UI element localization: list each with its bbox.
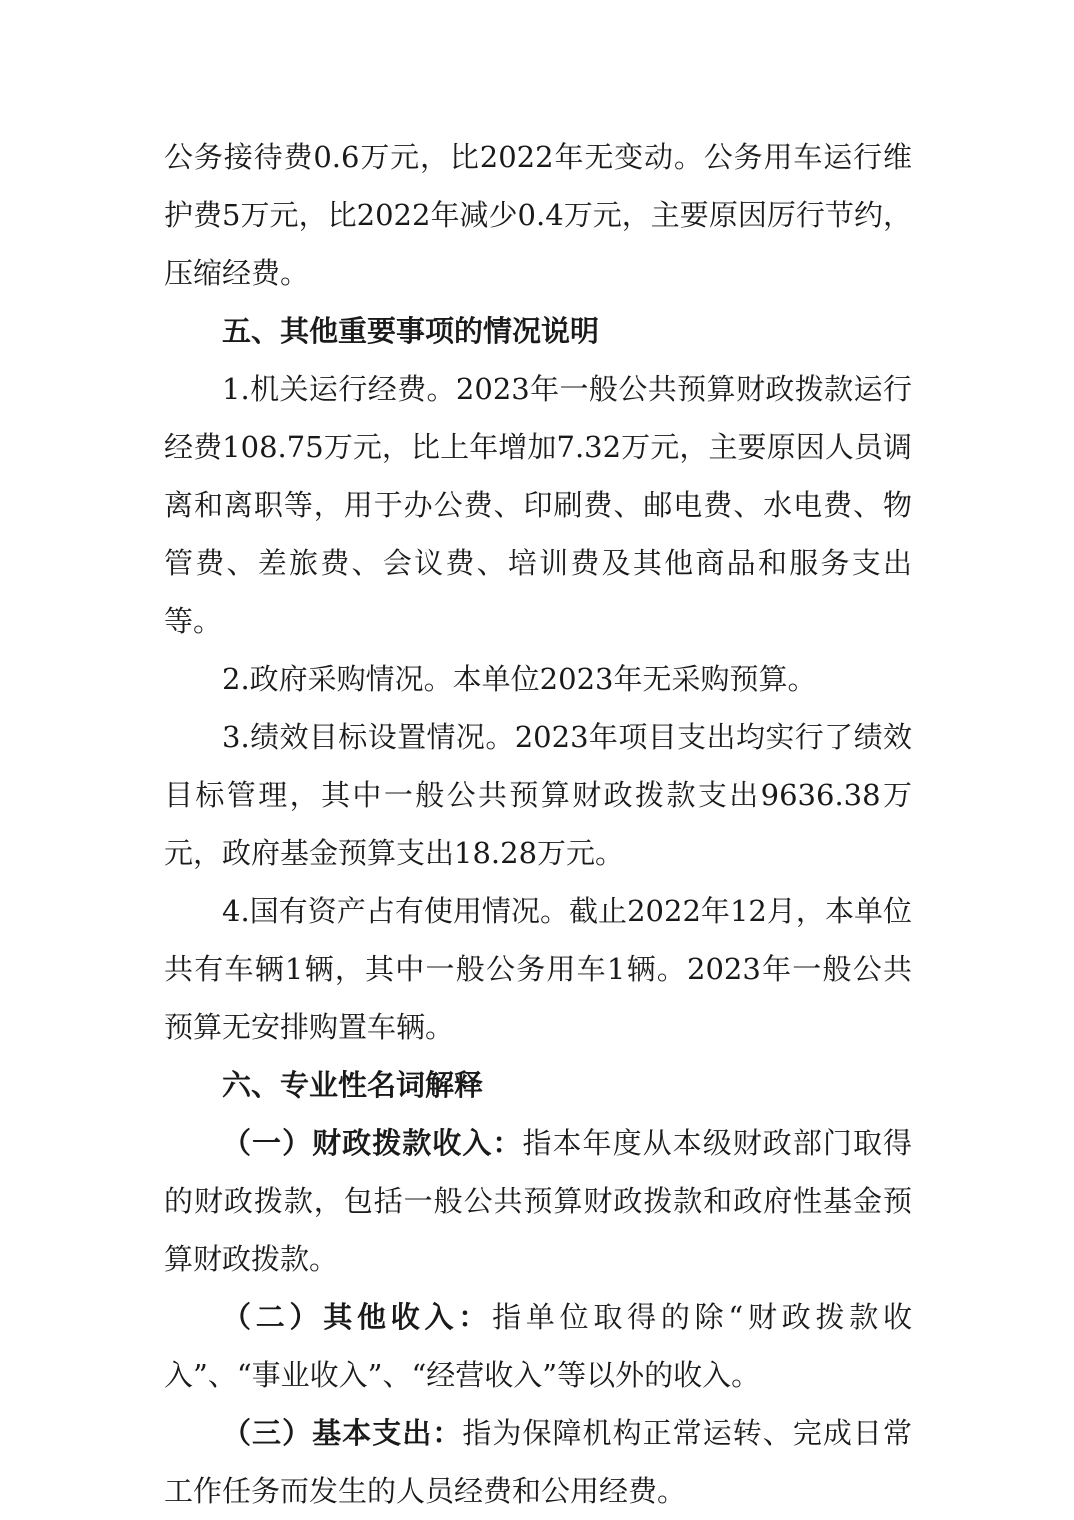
section-heading-other-matters: 五、其他重要事项的情况说明	[222, 314, 600, 348]
definition-term: （一）财政拨款收入：	[222, 1126, 523, 1160]
definition-text: 指单位取得的除“财政拨款收入”、“事业收入”、“经营收入”等以外的收入。	[164, 1300, 912, 1392]
paragraph-state-assets: 4.国有资产占有使用情况。截止2022年12月，本单位共有车辆1辆，其中一般公务用车1辆。2023年一般公共预算无安排购置车辆。	[164, 894, 912, 1044]
definition-text: 指本年度从本级财政部门取得的财政拨款，包括一般公共预算财政拨款和政府性基金预算财政拨款。	[164, 1126, 912, 1276]
paragraph-performance-targets: 3.绩效目标设置情况。2023年项目支出均实行了绩效目标管理，其中一般公共预算财政拨款支出9636.38万元，政府基金预算支出18.28万元。	[164, 720, 912, 870]
paragraph-reception-vehicle-costs: 公务接待费0.6万元，比2022年无变动。公务用车运行维护费5万元，比2022年减少0.4万元，主要原因厉行节约，压缩经费。	[164, 140, 912, 290]
definition-term: （三）基本支出：	[222, 1416, 463, 1450]
section-heading-terminology: 六、专业性名词解释	[222, 1068, 484, 1102]
paragraph-operating-costs: 1.机关运行经费。2023年一般公共预算财政拨款运行经费108.75万元，比上年增加7.32万元，主要原因人员调离和离职等，用于办公费、印刷费、邮电费、水电费、物管费、差旅费、会议费、培训费及其他商品和服务支出等。	[164, 372, 912, 638]
definition-fiscal-appropriation-income	[164, 1114, 912, 1288]
definition-other-income	[164, 1288, 912, 1404]
definition-basic-expenditure	[164, 1404, 912, 1520]
definition-term: （二）其他收入：	[222, 1300, 493, 1334]
document-page	[164, 128, 912, 1520]
definition-text: 指为保障机构正常运转、完成日常工作任务而发生的人员经费和公用经费。	[164, 1416, 912, 1508]
paragraph-procurement: 2.政府采购情况。本单位2023年无采购预算。	[222, 662, 817, 696]
